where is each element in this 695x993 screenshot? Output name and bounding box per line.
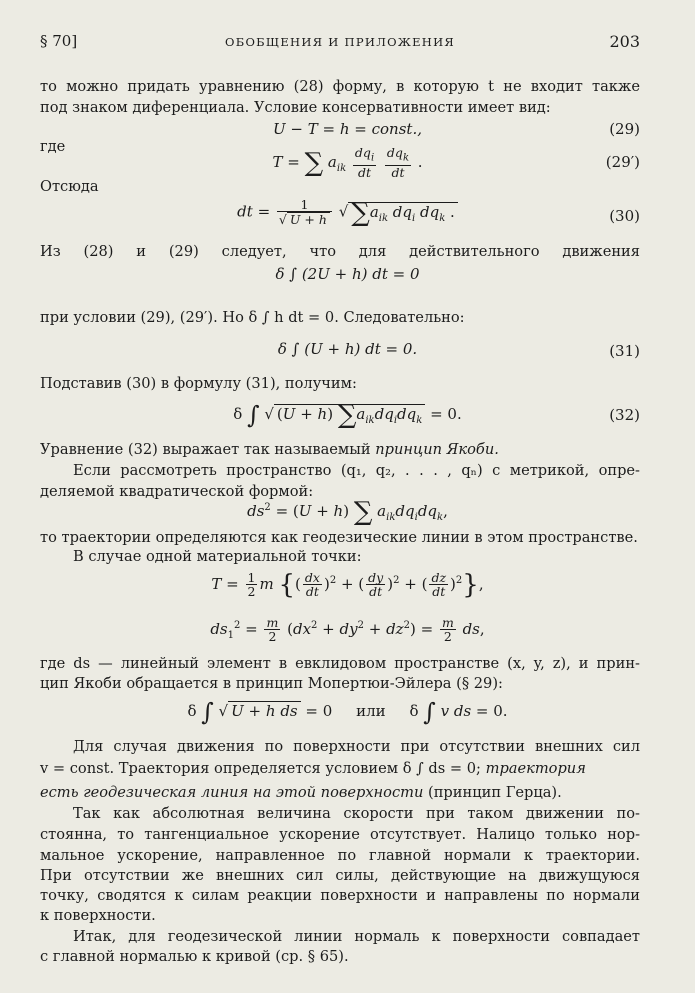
emphasis-text: траектория [485, 760, 586, 777]
text-line: Подставив (30) в формулу (31), получим: [40, 375, 357, 392]
equation-30: dt = $\frac{1}{√ U + h}$ √ $\sum a_{ik}$ $dq_i$ $dq_k$ . [0, 198, 695, 227]
text-line [40, 440, 640, 460]
text-span: (принцип Герца). [423, 784, 562, 801]
equation-32: δ ∫ √ (U + h) $\sum a_{ik}dq_idq_k = 0$. [233, 400, 462, 430]
text-line: Из (28) и (29) следует, что для действительного движения [40, 243, 640, 260]
emphasis-text: есть геодезическая линия на этой поверхности [40, 784, 424, 801]
equation-text: δ ∫ (U + h) dt = 0. [277, 340, 418, 358]
text-line: Для случая движения по поверхности при отсутствии внешних сил [73, 738, 640, 755]
equation-kinetic: T = $\frac{1}{2}$ m {( $\frac{dx}{dt}$ )$^2$ + ( $\frac{dy}{dt}$ )$^2$ + ( $\frac{dz}{dt}$ )$^2$}, [211, 570, 484, 600]
text-line: Так как абсолютная величина скорости при таком движении по- [73, 805, 640, 822]
equation-text: U − T = h = const., [273, 120, 422, 138]
running-header [40, 32, 640, 54]
text-line: то траектории определяются как геодезические линии в этом пространстве. [40, 529, 638, 546]
text-span: v = const. Траектория определяется условием δ ∫ ds = 0; [40, 760, 486, 777]
equation-metric: $ds^2 = (U + h)$ ∑ $a_{ik}dq_idq_k$, [247, 497, 448, 527]
equation-number: (30) [609, 207, 640, 225]
equation-number: (29) [609, 120, 640, 138]
text-line: к поверхности. [40, 907, 156, 924]
equation-maupertuis: δ ∫ √ U + h ds = 0 или δ ∫ v ds = 0. [187, 698, 508, 726]
text-line: мальное ускорение, направленное по главной нормали к траектории. [40, 847, 640, 864]
page-number: 203 [609, 32, 640, 51]
text-line: с главной нормалью к кривой (ср. § 65). [40, 948, 349, 965]
equation-variation [0, 265, 695, 283]
text-span: Уравнение (32) выражает так называемый [40, 441, 376, 458]
equation-number: (31) [609, 342, 640, 360]
text-line: стоянна, то тангенциальное ускорение отсутствует. Налицо только нор- [40, 826, 640, 843]
text-line: При отсутствии же внешних сил силы, действующие на движущуюся [40, 867, 640, 884]
text-line: где [40, 138, 66, 155]
text-line: где ds — линейный элемент в евклидовом пространстве (x, y, z), и прин- [40, 655, 640, 672]
equation-29 [0, 120, 695, 138]
text-line [40, 783, 640, 803]
text-line: при условии (29), (29′). Но δ ∫ h dt = 0. Следовательно: [40, 309, 465, 326]
text-line [40, 759, 640, 779]
equation-number: (29′) [605, 153, 640, 171]
text-line: Отсюда [40, 178, 99, 195]
equation-29-prime: T = ∑ $a_{ik}$ $\frac{dq_i}{dt}$ $\frac{dq_k}{dt}$ . [272, 145, 423, 180]
text-line: то можно придать уравнению (28) форму, в которую t не входит также [40, 78, 640, 95]
text-line: цип Якоби обращается в принцип Мопертюи-Эйлера (§ 29): [40, 675, 503, 692]
text-line: Если рассмотреть пространство (q₁, q₂, . . . , qₙ) с метрикой, опре- [73, 462, 640, 479]
text-line: Итак, для геодезической линии нормаль к поверхности совпадает [73, 928, 640, 945]
emphasis-text: принцип Якоби. [375, 441, 499, 458]
equation-number: (32) [609, 406, 640, 424]
text-line: деляемой квадратической формой: [40, 483, 314, 500]
text-line: В случае одной материальной точки: [73, 548, 362, 565]
equation-text: δ ∫ (2U + h) dt = 0 [275, 265, 420, 283]
equation-ds1: $ds_1^2$ = $\frac{m}{2}$ $(dx^2 + dy^2 + dz^2)$ = $\frac{m}{2}$ ds, [210, 615, 485, 644]
text-line: точку, сводятся к силам реакции поверхности и направлены по нормали [40, 887, 640, 904]
text-line: под знаком диференциала. Условие консервативности имеет вид: [40, 99, 551, 116]
or-word: или [356, 702, 386, 720]
equation-31 [0, 340, 695, 358]
running-title: ОБОБЩЕНИЯ И ПРИЛОЖЕНИЯ [224, 35, 456, 49]
section-ref: § 70] [40, 32, 78, 50]
